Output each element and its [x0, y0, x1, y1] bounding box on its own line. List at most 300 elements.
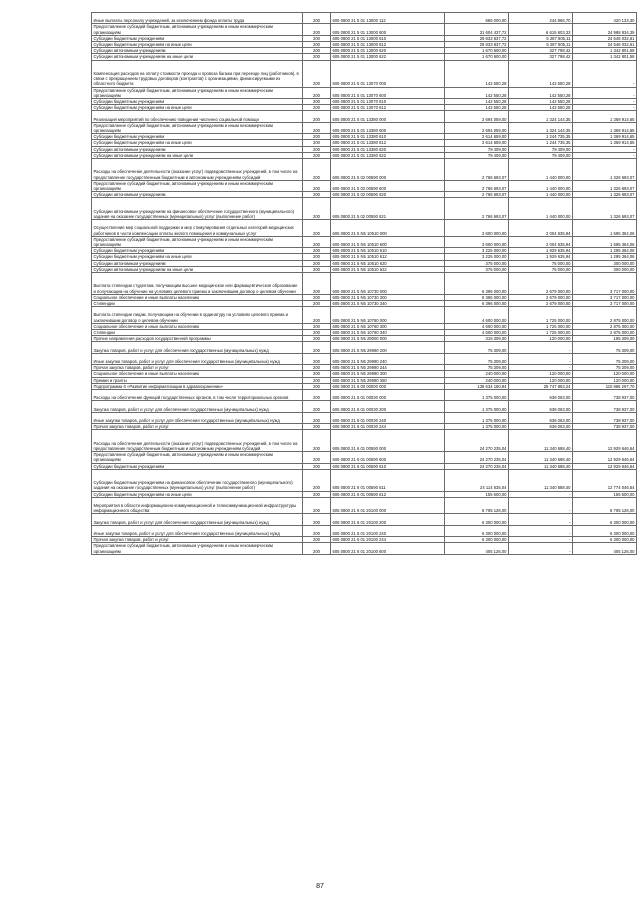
- table-row: [92, 159, 637, 181]
- row-code-cell: 200: [303, 134, 331, 140]
- row-executed-cell: 75 000,00: [509, 266, 573, 272]
- row-code-cell: 200: [303, 192, 331, 198]
- row-approved-cell: 6 300 000,00: [445, 514, 509, 525]
- row-name-cell: Субсидии бюджетным учреждениям: [92, 35, 303, 41]
- row-executed-cell: 142 550,28: [509, 60, 573, 87]
- row-approved-cell: 2 766 693,07: [445, 198, 509, 220]
- row-code-cell: 200: [303, 430, 331, 452]
- row-approved-cell: 240 000,00: [445, 377, 509, 383]
- row-executed-cell: 142 550,28: [509, 87, 573, 98]
- row-kbk-cell: 605 0800 21 6 01 00590 000: [331, 430, 445, 452]
- row-unexecuted-cell: 405 126,00: [573, 543, 637, 554]
- row-code-cell: 200: [303, 412, 331, 423]
- row-unexecuted-cell: 1 326 693,07: [573, 198, 637, 220]
- table-row: [92, 87, 637, 98]
- row-approved-cell: 1 375 000,00: [445, 424, 509, 430]
- row-code-cell: 200: [303, 105, 331, 111]
- row-unexecuted-cell: 1 369 914,65: [573, 111, 637, 122]
- row-name-cell: Предоставление субсидий бюджетным, автономным учреждениям и иным некоммерческим организациям: [92, 543, 303, 554]
- row-name-cell: Предоставление субсидий бюджетным, автономным учреждениям и иным некоммерческим организациям: [92, 236, 303, 247]
- row-kbk-cell: 605 0800 21 6 01 20100 600: [331, 543, 445, 554]
- row-executed-cell: 79 409,00: [509, 146, 573, 152]
- row-unexecuted-cell: 1 369 914,65: [573, 140, 637, 146]
- table-row: [92, 525, 637, 536]
- row-code-cell: 200: [303, 152, 331, 158]
- row-unexecuted-cell: 738 937,00: [573, 412, 637, 423]
- row-approved-cell: 1 375 000,00: [445, 401, 509, 412]
- row-executed-cell: 2 679 000,00: [509, 273, 573, 295]
- row-kbk-cell: 605 0800 21 5 N5 10730 000: [331, 273, 445, 295]
- row-unexecuted-cell: -: [573, 152, 637, 158]
- row-name-cell: Прочая закупка товаров, работ и услуг: [92, 365, 303, 371]
- row-executed-cell: 79 409,00: [509, 152, 573, 158]
- row-approved-cell: 6 396 000,00: [445, 301, 509, 307]
- row-executed-cell: 636 063,00: [509, 424, 573, 430]
- row-kbk-cell: 605 0800 21 5 02 00590 600: [331, 180, 445, 191]
- row-executed-cell: -: [509, 514, 573, 525]
- page-number: 87: [316, 883, 324, 890]
- row-approved-cell: 2 614 659,00: [445, 140, 509, 146]
- row-unexecuted-cell: 75 309,00: [573, 365, 637, 371]
- row-name-cell: Расходы на обеспечение деятельности (оказание услуг) подведомственных учреждений, в том числе на предоставление государственным бюджетным и автономным учреждениям субсидий: [92, 159, 303, 181]
- table-row: [92, 180, 637, 191]
- row-executed-cell: 120 000,00: [509, 371, 573, 377]
- row-executed-cell: 11 340 588,40: [509, 452, 573, 463]
- row-name-cell: Субсидии автономным учреждениям: [92, 260, 303, 266]
- row-name-cell: Выплата стипендии студентам, получающим высшее медицинское или фармацевтическое образование и получающим на обучение на условиях целевого приема и заключившим договор о целевом обучении: [92, 273, 303, 295]
- row-unexecuted-cell: 110 886 297,70: [573, 383, 637, 389]
- row-kbk-cell: 605 0800 21 6 01 20100 000: [331, 497, 445, 514]
- row-code-cell: 200: [303, 307, 331, 324]
- row-executed-cell: -: [509, 353, 573, 364]
- row-approved-cell: 405 126,00: [445, 543, 509, 554]
- row-executed-cell: 120 000,00: [509, 377, 573, 383]
- row-code-cell: 200: [303, 54, 331, 60]
- row-kbk-cell: 605 0800 21 5 N5 10730 300: [331, 294, 445, 300]
- row-name-cell: Реализация мероприятий по обеспечению поведения численно социальной помощи: [92, 111, 303, 122]
- row-kbk-cell: 605 0800 21 6 01 00030 000: [331, 390, 445, 401]
- row-executed-cell: 1 324 144,35: [509, 111, 573, 122]
- row-kbk-cell: 605 0800 21 5 01 13070 610: [331, 99, 445, 105]
- row-kbk-cell: 605 0800 21 6 01 00590 612: [331, 491, 445, 497]
- table-row: [92, 273, 637, 295]
- table-row: [92, 353, 637, 364]
- row-kbk-cell: 605 0800 21 5 N5 10510 612: [331, 254, 445, 260]
- row-kbk-cell: 605 0800 21 5 01 13000 600: [331, 24, 445, 35]
- row-kbk-cell: 605 0800 21 5 01 13000 620: [331, 48, 445, 54]
- row-name-cell: Осуществление мер социальной поддержки и мер стимулирования отдельных категорий медицинских работников в части компенсации оплаты жилого помещения и коммунальных услуг: [92, 220, 303, 237]
- table-row: [92, 140, 637, 146]
- row-approved-cell: 1 375 000,00: [445, 412, 509, 423]
- row-kbk-cell: 605 0800 21 5 N5 29990 240: [331, 353, 445, 364]
- row-code-cell: 200: [303, 266, 331, 272]
- row-name-cell: Премии и гранты: [92, 377, 303, 383]
- row-kbk-cell: 605 0800 21 5 N5 10760 340: [331, 330, 445, 336]
- row-kbk-cell: 605 0800 21 6 01 00590 611: [331, 469, 445, 491]
- row-unexecuted-cell: 3 717 000,00: [573, 294, 637, 300]
- row-name-cell: Субсидии автономным учреждениям на финансовое обеспечение государственного (муниципального) задания на оказание государственных (муниципальных) услуг (выполнение работ): [92, 198, 303, 220]
- row-name-cell: Субсидии бюджетным учреждениям на иные цели: [92, 105, 303, 111]
- row-name-cell: Субсидии автономным учреждениям на иные цели: [92, 54, 303, 60]
- row-executed-cell: 5 287 805,11: [509, 42, 573, 48]
- table-row: [92, 24, 637, 35]
- row-approved-cell: 4 600 000,00: [445, 323, 509, 329]
- row-code-cell: 200: [303, 180, 331, 191]
- row-name-cell: Предоставление субсидий бюджетным, автономным учреждениям и иным некоммерческим организациям: [92, 87, 303, 98]
- row-unexecuted-cell: 6 300 000,00: [573, 525, 637, 536]
- row-executed-cell: 1 929 635,94: [509, 248, 573, 254]
- table-row: [92, 111, 637, 122]
- row-kbk-cell: 605 0800 21 6 01 20100 244: [331, 537, 445, 543]
- row-name-cell: Субсидии бюджетным учреждениям: [92, 134, 303, 140]
- row-unexecuted-cell: 120 000,00: [573, 371, 637, 377]
- row-kbk-cell: 605 0800 21 6 01 20100 200: [331, 514, 445, 525]
- row-unexecuted-cell: 3 717 000,00: [573, 301, 637, 307]
- row-unexecuted-cell: 75 309,00: [573, 353, 637, 364]
- row-code-cell: 200: [303, 254, 331, 260]
- row-code-cell: 200: [303, 323, 331, 329]
- row-executed-cell: 6 615 603,33: [509, 24, 573, 35]
- row-executed-cell: 25 747 863,24: [509, 383, 573, 389]
- row-kbk-cell: 605 0800 21 5 N5 29990 350: [331, 377, 445, 383]
- row-executed-cell: 1 725 000,00: [509, 330, 573, 336]
- row-code-cell: 200: [303, 273, 331, 295]
- row-name-cell: Субсидии бюджетным учреждениям: [92, 99, 303, 105]
- row-executed-cell: 1 440 000,00: [509, 192, 573, 198]
- row-code-cell: 200: [303, 24, 331, 35]
- row-executed-cell: 11 340 588,40: [509, 469, 573, 491]
- row-code-cell: 200: [303, 87, 331, 98]
- row-name-cell: Выплата стипендии лицам, получающим на обучении в ординатуру на условиях целевого приема и заключившим договор о целевом обучении: [92, 307, 303, 324]
- row-unexecuted-cell: 120 000,00: [573, 377, 637, 383]
- row-approved-cell: 3 225 000,00: [445, 248, 509, 254]
- row-name-cell: Расходы на обеспечение деятельности (оказание услуг) подведомственных учреждений, в том числе на предоставление государственным бюджетным и автономным учреждениям субсидий: [92, 430, 303, 452]
- row-kbk-cell: 605 0800 21 5 N5 10510 000: [331, 220, 445, 237]
- table-row: [92, 13, 637, 24]
- row-name-cell: Субсидии бюджетным учреждениям на иные цели: [92, 254, 303, 260]
- row-name-cell: Иные закупки товаров, работ и услуг для обеспечения государственных (муниципальных) нужд: [92, 353, 303, 364]
- row-executed-cell: -: [509, 491, 573, 497]
- row-approved-cell: 6 396 000,00: [445, 273, 509, 295]
- row-name-cell: Иные выплаты персоналу учреждений, за исключением фонда оплаты труда: [92, 13, 303, 24]
- row-unexecuted-cell: 738 937,00: [573, 390, 637, 401]
- row-kbk-cell: 605 0800 21 5 N5 10730 340: [331, 301, 445, 307]
- row-executed-cell: 142 550,28: [509, 105, 573, 111]
- table-row: [92, 198, 637, 220]
- table-row: [92, 266, 637, 272]
- row-code-cell: 200: [303, 491, 331, 497]
- row-approved-cell: 3 600 000,00: [445, 236, 509, 247]
- row-code-cell: 200: [303, 537, 331, 543]
- row-name-cell: Социальное обеспечение и иные выплаты населению: [92, 371, 303, 377]
- row-unexecuted-cell: 300 000,00: [573, 260, 637, 266]
- row-unexecuted-cell: 1 342 801,58: [573, 48, 637, 54]
- row-name-cell: Расходы на обеспечение функций государственных органов, в том числе территориальных органов: [92, 390, 303, 401]
- table-row: [92, 371, 637, 377]
- row-unexecuted-cell: 6 300 000,00: [573, 514, 637, 525]
- row-unexecuted-cell: -: [573, 105, 637, 111]
- row-kbk-cell: 605 0800 21 5 01 13380 620: [331, 146, 445, 152]
- row-kbk-cell: 605 0800 21 6 01 00590 600: [331, 452, 445, 463]
- row-kbk-cell: 605 0800 21 5 01 13070 612: [331, 105, 445, 111]
- row-kbk-cell: 605 0800 21 6 01 00030 240: [331, 412, 445, 423]
- row-name-cell: Субсидии автономным учреждениям на иные цели: [92, 152, 303, 158]
- row-unexecuted-cell: 3 717 000,00: [573, 273, 637, 295]
- row-unexecuted-cell: 1 326 693,07: [573, 180, 637, 191]
- row-approved-cell: 29 833 837,72: [445, 42, 509, 48]
- row-executed-cell: 5 287 805,11: [509, 35, 573, 41]
- row-approved-cell: 240 000,00: [445, 371, 509, 377]
- table-row: [92, 236, 637, 247]
- row-approved-cell: 142 550,28: [445, 87, 509, 98]
- table-row: [92, 452, 637, 463]
- row-kbk-cell: 605 0800 21 5 N5 10760 000: [331, 307, 445, 324]
- row-approved-cell: 2 614 659,00: [445, 134, 509, 140]
- row-name-cell: Субсидии бюджетным учреждениям на иные цели: [92, 42, 303, 48]
- row-unexecuted-cell: 12 774 046,64: [573, 469, 637, 491]
- row-approved-cell: 24 114 635,04: [445, 469, 509, 491]
- row-name-cell: Предоставление субсидий бюджетным, автономным учреждениям и иным некоммерческим организациям: [92, 180, 303, 191]
- row-executed-cell: 2 679 000,00: [509, 294, 573, 300]
- row-name-cell: Закупка товаров, работ и услуг для обеспечения государственных (муниципальных) нужд: [92, 401, 303, 412]
- row-approved-cell: 24 270 235,04: [445, 452, 509, 463]
- row-name-cell: Стипендии: [92, 301, 303, 307]
- row-executed-cell: 2 679 000,00: [509, 301, 573, 307]
- row-code-cell: 200: [303, 122, 331, 133]
- row-unexecuted-cell: 24 546 032,61: [573, 35, 637, 41]
- row-kbk-cell: 605 0800 21 6 00 00000 000: [331, 383, 445, 389]
- row-approved-cell: 3 600 000,00: [445, 220, 509, 237]
- row-executed-cell: 142 550,28: [509, 99, 573, 105]
- row-executed-cell: 1 929 635,94: [509, 254, 573, 260]
- row-code-cell: 200: [303, 342, 331, 353]
- row-unexecuted-cell: 1 369 914,65: [573, 122, 637, 133]
- row-kbk-cell: 605 0800 21 5 01 13380 622: [331, 152, 445, 158]
- row-approved-cell: 142 550,28: [445, 99, 509, 105]
- row-approved-cell: 1 375 000,00: [445, 390, 509, 401]
- row-code-cell: 200: [303, 383, 331, 389]
- row-executed-cell: -: [509, 543, 573, 554]
- table-row: [92, 122, 637, 133]
- row-kbk-cell: 605 0800 21 5 01 13380 600: [331, 122, 445, 133]
- row-name-cell: Иные закупки товаров, работ и услуг для обеспечения государственных (муниципальных) нужд: [92, 412, 303, 423]
- row-approved-cell: 665 000,00: [445, 13, 509, 24]
- row-executed-cell: -: [509, 525, 573, 536]
- row-code-cell: 200: [303, 463, 331, 469]
- row-name-cell: Закупка товаров, работ и услуг для обеспечения государственных (муниципальных) нужд: [92, 514, 303, 525]
- table-body: [92, 13, 637, 555]
- row-approved-cell: 6 705 126,00: [445, 497, 509, 514]
- row-kbk-cell: 605 0800 21 5 01 13070 600: [331, 87, 445, 98]
- row-kbk-cell: 605 0800 21 5 01 13000 612: [331, 42, 445, 48]
- row-executed-cell: 1 244 735,35: [509, 134, 573, 140]
- row-approved-cell: 6 396 000,00: [445, 294, 509, 300]
- row-code-cell: 200: [303, 146, 331, 152]
- row-kbk-cell: 605 0800 21 5 01 13380 610: [331, 134, 445, 140]
- row-kbk-cell: 605 0800 21 5 01 13380 000: [331, 111, 445, 122]
- row-code-cell: 200: [303, 401, 331, 412]
- row-code-cell: 200: [303, 371, 331, 377]
- table-row: [92, 543, 637, 554]
- row-unexecuted-cell: 1 295 364,06: [573, 254, 637, 260]
- row-approved-cell: 375 000,00: [445, 266, 509, 272]
- row-kbk-cell: 605 0800 21 5 02 00590 620: [331, 192, 445, 198]
- row-kbk-cell: 605 0800 21 5 N5 29990 200: [331, 342, 445, 353]
- row-executed-cell: 636 063,00: [509, 412, 573, 423]
- row-approved-cell: 155 600,00: [445, 491, 509, 497]
- row-kbk-cell: 605 0800 21 5 01 13070 000: [331, 60, 445, 87]
- row-approved-cell: 6 300 000,00: [445, 537, 509, 543]
- row-code-cell: 200: [303, 330, 331, 336]
- row-executed-cell: 327 798,42: [509, 48, 573, 54]
- row-executed-cell: 327 798,42: [509, 54, 573, 60]
- budget-execution-table: [91, 12, 637, 555]
- row-code-cell: 200: [303, 377, 331, 383]
- row-code-cell: 200: [303, 220, 331, 237]
- row-code-cell: 200: [303, 111, 331, 122]
- row-executed-cell: 1 440 000,00: [509, 159, 573, 181]
- table-row: [92, 383, 637, 389]
- row-kbk-cell: 605 0800 21 5 01 13380 612: [331, 140, 445, 146]
- row-unexecuted-cell: 1 369 914,65: [573, 134, 637, 140]
- row-unexecuted-cell: 1 595 364,06: [573, 236, 637, 247]
- row-kbk-cell: 605 0800 21 5 N5 29990 300: [331, 371, 445, 377]
- row-approved-cell: 31 604 437,72: [445, 24, 509, 35]
- row-name-cell: Компенсация расходов на оплату стоимости проезда и провоза багажа при переезде лиц (работников), в связи с прекращением трудовых договоров (контрактов) с организациями, финансируемыми из областного бюджета: [92, 60, 303, 87]
- row-code-cell: 200: [303, 60, 331, 87]
- row-approved-cell: 24 270 235,04: [445, 430, 509, 452]
- row-approved-cell: 2 766 693,07: [445, 159, 509, 181]
- row-kbk-cell: 605 0800 21 6 01 20100 240: [331, 525, 445, 536]
- row-name-cell: Субсидии бюджетным учреждениям: [92, 463, 303, 469]
- row-name-cell: Социальное обеспечение и иные выплаты населению: [92, 323, 303, 329]
- row-executed-cell: -: [509, 537, 573, 543]
- row-unexecuted-cell: 195 309,00: [573, 336, 637, 342]
- table-row: [92, 254, 637, 260]
- table-row: [92, 412, 637, 423]
- row-executed-cell: 636 063,00: [509, 390, 573, 401]
- row-unexecuted-cell: 155 600,00: [573, 491, 637, 497]
- row-kbk-cell: 605 0800 21 6 01 00590 610: [331, 463, 445, 469]
- row-approved-cell: 2 694 059,00: [445, 122, 509, 133]
- row-name-cell: Субсидии бюджетным учреждениям на иные цели: [92, 140, 303, 146]
- table-row: [92, 469, 637, 491]
- row-kbk-cell: 605 0800 21 6 01 00030 244: [331, 424, 445, 430]
- row-unexecuted-cell: 1 326 693,07: [573, 159, 637, 181]
- row-code-cell: 200: [303, 353, 331, 364]
- row-approved-cell: 4 600 000,00: [445, 330, 509, 336]
- table-row: [92, 60, 637, 87]
- row-executed-cell: 120 000,00: [509, 336, 573, 342]
- row-name-cell: Прочая закупка товаров, работ и услуг: [92, 537, 303, 543]
- row-name-cell: Субсидии автономным учреждениям на иные цели: [92, 266, 303, 272]
- row-executed-cell: -: [509, 365, 573, 371]
- row-unexecuted-cell: 2 875 000,00: [573, 330, 637, 336]
- row-code-cell: 200: [303, 525, 331, 536]
- row-executed-cell: 1 725 000,00: [509, 307, 573, 324]
- row-approved-cell: 24 270 235,04: [445, 463, 509, 469]
- row-unexecuted-cell: 24 546 032,61: [573, 42, 637, 48]
- row-name-cell: Социальное обеспечение и иные выплаты населению: [92, 294, 303, 300]
- row-unexecuted-cell: -: [573, 87, 637, 98]
- table-row: [92, 105, 637, 111]
- table-row: [92, 307, 637, 324]
- row-approved-cell: 6 300 000,00: [445, 525, 509, 536]
- row-unexecuted-cell: 6 705 126,00: [573, 497, 637, 514]
- table-row: [92, 342, 637, 353]
- row-approved-cell: 79 409,00: [445, 146, 509, 152]
- row-name-cell: Прочая закупка товаров, работ и услуг: [92, 424, 303, 430]
- row-approved-cell: 375 000,00: [445, 260, 509, 266]
- row-kbk-cell: 605 0800 21 5 N5 10510 622: [331, 266, 445, 272]
- row-code-cell: 200: [303, 365, 331, 371]
- table-row: [92, 323, 637, 329]
- table-row: [92, 152, 637, 158]
- row-name-cell: Субсидии бюджетным учреждениям на финансовое обеспечение государственного (муниципального) задания на оказание государственных (муниципальных) услуг (выполнение работ): [92, 469, 303, 491]
- row-unexecuted-cell: 12 929 646,64: [573, 463, 637, 469]
- table-row: [92, 430, 637, 452]
- row-approved-cell: 2 766 693,07: [445, 192, 509, 198]
- row-code-cell: 200: [303, 424, 331, 430]
- row-approved-cell: 79 409,00: [445, 152, 509, 158]
- row-unexecuted-cell: 1 342 801,58: [573, 54, 637, 60]
- table-row: [92, 220, 637, 237]
- row-approved-cell: 315 309,00: [445, 336, 509, 342]
- table-row: [92, 390, 637, 401]
- row-unexecuted-cell: 12 929 646,64: [573, 430, 637, 452]
- row-name-cell: Прочие направления расходов государственной программы: [92, 336, 303, 342]
- row-kbk-cell: 605 0800 21 5 N5 10510 600: [331, 236, 445, 247]
- row-executed-cell: 1 440 000,00: [509, 198, 573, 220]
- row-unexecuted-cell: 2 875 000,00: [573, 323, 637, 329]
- row-executed-cell: 2 004 635,94: [509, 220, 573, 237]
- row-kbk-cell: 605 0800 21 5 01 13000 610: [331, 35, 445, 41]
- row-code-cell: 200: [303, 35, 331, 41]
- row-executed-cell: 11 340 588,40: [509, 463, 573, 469]
- row-executed-cell: -: [509, 497, 573, 514]
- row-kbk-cell: 605 0800 21 5 N5 29990 244: [331, 365, 445, 371]
- row-kbk-cell: 605 0800 21 5 N5 10510 610: [331, 248, 445, 254]
- row-name-cell: Подпрограмма 6 «Развитие информатизации в здравоохранении»: [92, 383, 303, 389]
- row-approved-cell: 75 309,00: [445, 342, 509, 353]
- row-code-cell: 200: [303, 497, 331, 514]
- row-code-cell: 200: [303, 99, 331, 105]
- table-row: [92, 497, 637, 514]
- row-name-cell: Субсидии бюджетным учреждениям на иные цели: [92, 491, 303, 497]
- table-row: [92, 294, 637, 300]
- table-row: [92, 514, 637, 525]
- row-name-cell: Стипендии: [92, 330, 303, 336]
- document-page: [91, 12, 635, 555]
- row-approved-cell: 2 694 059,00: [445, 111, 509, 122]
- row-unexecuted-cell: 738 937,00: [573, 424, 637, 430]
- row-code-cell: 200: [303, 159, 331, 181]
- row-approved-cell: 142 550,28: [445, 60, 509, 87]
- row-kbk-cell: 605 0800 21 5 N5 29000 000: [331, 336, 445, 342]
- row-code-cell: 200: [303, 260, 331, 266]
- row-unexecuted-cell: 1 295 364,06: [573, 248, 637, 254]
- row-code-cell: 200: [303, 140, 331, 146]
- row-approved-cell: 29 833 837,72: [445, 35, 509, 41]
- row-kbk-cell: 605 0800 21 5 01 13000 622: [331, 54, 445, 60]
- row-approved-cell: 136 634 160,94: [445, 383, 509, 389]
- row-code-cell: 200: [303, 301, 331, 307]
- row-executed-cell: 244 866,70: [509, 13, 573, 24]
- table-row: [92, 401, 637, 412]
- row-unexecuted-cell: 6 300 000,00: [573, 537, 637, 543]
- row-approved-cell: 1 670 600,00: [445, 48, 509, 54]
- row-approved-cell: 75 309,00: [445, 353, 509, 364]
